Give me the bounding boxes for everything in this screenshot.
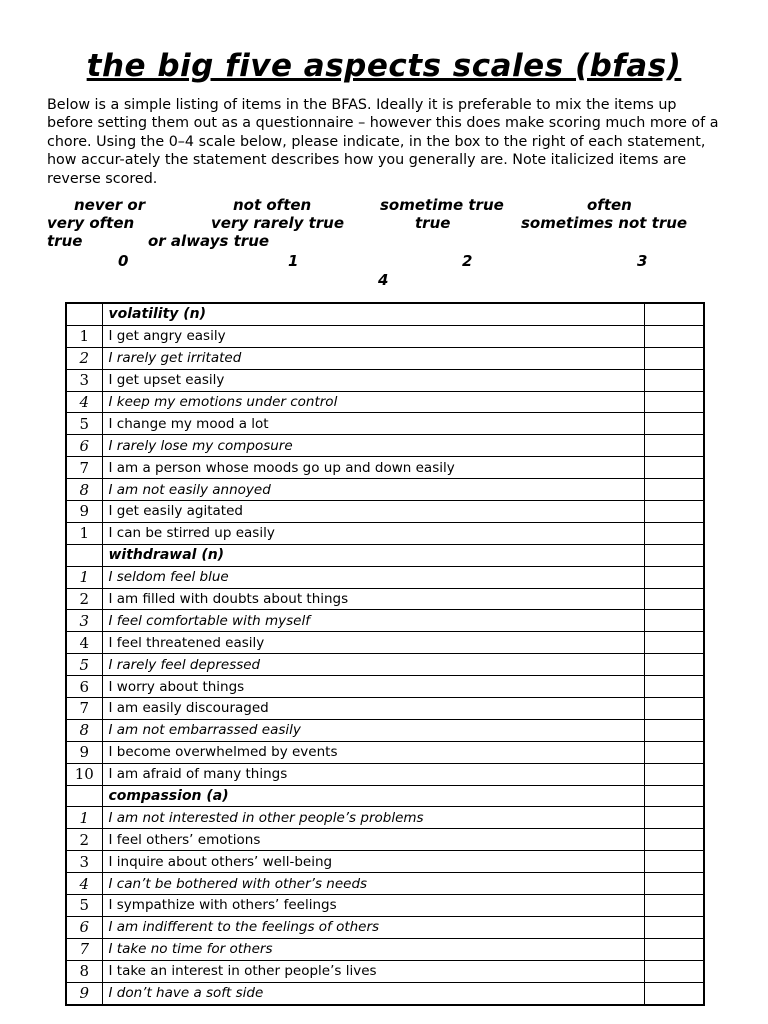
item-number: 1 bbox=[66, 566, 102, 588]
item-row bbox=[66, 676, 704, 698]
item-row bbox=[66, 588, 704, 610]
item-row bbox=[66, 369, 704, 391]
item-score-box[interactable] bbox=[644, 566, 704, 588]
item-row bbox=[66, 435, 704, 457]
item-row bbox=[66, 347, 704, 369]
item-score-box[interactable] bbox=[644, 522, 704, 544]
item-row bbox=[66, 632, 704, 654]
item-score-box[interactable] bbox=[644, 741, 704, 763]
item-number: 7 bbox=[66, 938, 102, 960]
item-number: 1 bbox=[66, 325, 102, 347]
item-row bbox=[66, 457, 704, 479]
item-statement: I inquire about others’ well-being bbox=[102, 851, 644, 873]
item-row bbox=[66, 654, 704, 676]
intro-paragraph: Below is a simple listing of items in the BFAS. Ideally it is preferable to mix the items up before setting them out as a questionnaire – however this does make scoring much more of a chore. Using the 0–4 scale below, please indicate, in the box to the right of each statement, how accur-ately the statement describes how you generally are. Note italicized items are reverse scored. bbox=[47, 97, 719, 187]
item-number: 4 bbox=[66, 873, 102, 895]
item-score-box[interactable] bbox=[644, 851, 704, 873]
item-row bbox=[66, 741, 704, 763]
item-score-box[interactable] bbox=[644, 391, 704, 413]
item-number: 5 bbox=[66, 413, 102, 435]
item-row bbox=[66, 522, 704, 544]
item-score-box[interactable] bbox=[644, 960, 704, 982]
scale-value-1: 1 bbox=[288, 252, 299, 270]
item-statement: I feel comfortable with myself bbox=[102, 610, 644, 632]
scale-or-always-true: or always true bbox=[148, 232, 270, 250]
item-number: 4 bbox=[66, 391, 102, 413]
item-row bbox=[66, 501, 704, 523]
items-table bbox=[65, 302, 705, 1006]
section-score-cell bbox=[644, 785, 704, 807]
item-number: 5 bbox=[66, 654, 102, 676]
scale-true-left: true bbox=[47, 232, 83, 250]
page-title: the big five aspects scales (bfas) bbox=[86, 48, 682, 84]
item-number: 9 bbox=[66, 741, 102, 763]
item-statement: I change my mood a lot bbox=[102, 413, 644, 435]
section-heading: compassion (a) bbox=[102, 785, 644, 807]
item-number: 7 bbox=[66, 698, 102, 720]
scale-true-mid: true bbox=[415, 214, 451, 232]
section-score-cell bbox=[644, 544, 704, 566]
item-statement: I feel others’ emotions bbox=[102, 829, 644, 851]
item-statement: I am not easily annoyed bbox=[102, 479, 644, 501]
item-score-box[interactable] bbox=[644, 457, 704, 479]
item-score-box[interactable] bbox=[644, 435, 704, 457]
item-score-box[interactable] bbox=[644, 916, 704, 938]
item-score-box[interactable] bbox=[644, 632, 704, 654]
item-score-box[interactable] bbox=[644, 698, 704, 720]
item-number: 6 bbox=[66, 676, 102, 698]
item-statement: I rarely feel depressed bbox=[102, 654, 644, 676]
item-number: 3 bbox=[66, 610, 102, 632]
item-number: 4 bbox=[66, 632, 102, 654]
item-row bbox=[66, 982, 704, 1004]
item-number: 2 bbox=[66, 829, 102, 851]
item-score-box[interactable] bbox=[644, 369, 704, 391]
item-row bbox=[66, 895, 704, 917]
item-statement: I am afraid of many things bbox=[102, 763, 644, 785]
item-statement: I am easily discouraged bbox=[102, 698, 644, 720]
item-score-box[interactable] bbox=[644, 325, 704, 347]
item-score-box[interactable] bbox=[644, 676, 704, 698]
section-heading: volatility (n) bbox=[102, 303, 644, 325]
item-number: 9 bbox=[66, 501, 102, 523]
item-statement: I seldom feel blue bbox=[102, 566, 644, 588]
item-number: 9 bbox=[66, 982, 102, 1004]
item-score-box[interactable] bbox=[644, 982, 704, 1004]
item-row bbox=[66, 807, 704, 829]
item-number: 1 bbox=[66, 807, 102, 829]
item-row bbox=[66, 873, 704, 895]
item-number: 2 bbox=[66, 588, 102, 610]
item-row bbox=[66, 413, 704, 435]
item-score-box[interactable] bbox=[644, 413, 704, 435]
scale-value-2: 2 bbox=[462, 252, 473, 270]
scale-sometimes-not-true: sometimes not true bbox=[521, 214, 688, 232]
item-statement: I worry about things bbox=[102, 676, 644, 698]
item-score-box[interactable] bbox=[644, 501, 704, 523]
item-number: 5 bbox=[66, 895, 102, 917]
item-number: 8 bbox=[66, 960, 102, 982]
item-statement: I am a person whose moods go up and down easily bbox=[102, 457, 644, 479]
item-number: 3 bbox=[66, 369, 102, 391]
item-statement: I sympathize with others’ feelings bbox=[102, 895, 644, 917]
item-statement: I rarely get irritated bbox=[102, 347, 644, 369]
item-row bbox=[66, 938, 704, 960]
item-statement: I get upset easily bbox=[102, 369, 644, 391]
item-score-box[interactable] bbox=[644, 654, 704, 676]
section-number-cell bbox=[66, 303, 102, 325]
item-statement: I feel threatened easily bbox=[102, 632, 644, 654]
section-heading: withdrawal (n) bbox=[102, 544, 644, 566]
scale-value-0: 0 bbox=[118, 252, 129, 270]
item-statement: I am not embarrassed easily bbox=[102, 719, 644, 741]
section-header-row bbox=[66, 544, 704, 566]
scale-not-often: not often bbox=[233, 196, 312, 214]
item-row bbox=[66, 763, 704, 785]
item-row bbox=[66, 566, 704, 588]
item-statement: I can be stirred up easily bbox=[102, 522, 644, 544]
item-number: 6 bbox=[66, 916, 102, 938]
item-number: 6 bbox=[66, 435, 102, 457]
item-statement: I rarely lose my composure bbox=[102, 435, 644, 457]
item-score-box[interactable] bbox=[644, 479, 704, 501]
item-row bbox=[66, 610, 704, 632]
item-statement: I get angry easily bbox=[102, 325, 644, 347]
item-number: 2 bbox=[66, 347, 102, 369]
item-row bbox=[66, 851, 704, 873]
scale-very-often: very often bbox=[47, 214, 135, 232]
item-statement: I keep my emotions under control bbox=[102, 391, 644, 413]
item-score-box[interactable] bbox=[644, 938, 704, 960]
item-number: 8 bbox=[66, 719, 102, 741]
item-number: 8 bbox=[66, 479, 102, 501]
item-score-box[interactable] bbox=[644, 763, 704, 785]
item-row bbox=[66, 960, 704, 982]
item-number: 1 bbox=[66, 522, 102, 544]
scale-never-or: never or bbox=[74, 196, 146, 214]
item-statement: I am indifferent to the feelings of others bbox=[102, 916, 644, 938]
item-row bbox=[66, 719, 704, 741]
item-row bbox=[66, 325, 704, 347]
item-number: 3 bbox=[66, 851, 102, 873]
item-statement: I am filled with doubts about things bbox=[102, 588, 644, 610]
scale-value-4: 4 bbox=[378, 271, 389, 289]
scale-value-3: 3 bbox=[637, 252, 648, 270]
item-row bbox=[66, 698, 704, 720]
item-statement: I can’t be bothered with other’s needs bbox=[102, 873, 644, 895]
item-statement: I take an interest in other people’s lives bbox=[102, 960, 644, 982]
section-number-cell bbox=[66, 785, 102, 807]
item-number: 10 bbox=[66, 763, 102, 785]
item-number: 7 bbox=[66, 457, 102, 479]
item-statement: I get easily agitated bbox=[102, 501, 644, 523]
item-score-box[interactable] bbox=[644, 807, 704, 829]
item-score-box[interactable] bbox=[644, 588, 704, 610]
item-score-box[interactable] bbox=[644, 873, 704, 895]
item-row bbox=[66, 479, 704, 501]
section-score-cell bbox=[644, 303, 704, 325]
item-statement: I take no time for others bbox=[102, 938, 644, 960]
section-header-row bbox=[66, 785, 704, 807]
scale-sometime-true: sometime true bbox=[380, 196, 504, 214]
item-score-box[interactable] bbox=[644, 719, 704, 741]
section-number-cell bbox=[66, 544, 102, 566]
item-statement: I am not interested in other people’s problems bbox=[102, 807, 644, 829]
item-row bbox=[66, 391, 704, 413]
item-score-box[interactable] bbox=[644, 610, 704, 632]
section-header-row bbox=[66, 303, 704, 325]
scale-often: often bbox=[587, 196, 632, 214]
item-row bbox=[66, 916, 704, 938]
item-statement: I don’t have a soft side bbox=[102, 982, 644, 1004]
scale-very-rarely-true: very rarely true bbox=[211, 214, 345, 232]
item-score-box[interactable] bbox=[644, 829, 704, 851]
item-statement: I become overwhelmed by events bbox=[102, 741, 644, 763]
item-row bbox=[66, 829, 704, 851]
item-score-box[interactable] bbox=[644, 895, 704, 917]
item-score-box[interactable] bbox=[644, 347, 704, 369]
